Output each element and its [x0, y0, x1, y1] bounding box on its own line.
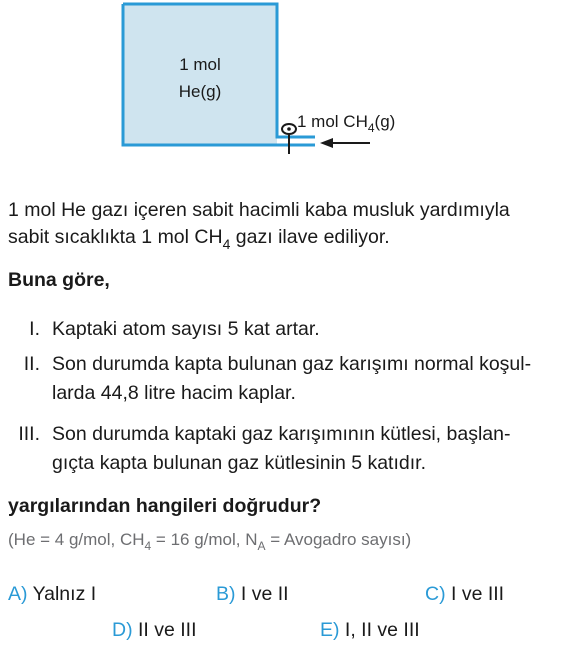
statement-number: I.	[29, 318, 40, 340]
container-fill	[123, 4, 277, 144]
statement-number: II.	[23, 353, 40, 375]
statement-text: Son durumda kapta bulunan gaz karışımı normal koşul-	[52, 353, 532, 375]
question-prompt: yargılarından hangileri doğrudur?	[8, 495, 322, 517]
statement-3	[0, 421, 580, 473]
question-line-1: 1 mol He gazı içeren sabit hacimli kaba musluk yardımıyla	[8, 199, 510, 221]
valve-icon[interactable]	[282, 124, 296, 154]
statement-text: Kaptaki atom sayısı 5 kat artar.	[52, 318, 320, 340]
container-label-gas: He(g)	[178, 82, 222, 101]
question-lead: Buna göre,	[8, 269, 110, 291]
inflow-arrow-icon	[320, 138, 370, 148]
inlet-gas-label: 1 mol $CH_4(g)$	[297, 112, 396, 135]
option-b[interactable]: B) I ve II	[216, 583, 289, 605]
option-c[interactable]: C) I ve III	[425, 583, 505, 605]
statement-2	[0, 351, 580, 403]
question-line-2: sabit sıcaklıkta 1 mol $CH_4$ gazı ilave ediliyor.	[8, 226, 390, 252]
given-values: (He = 4 g/mol, $CH_4 = 16$ g/mol, $N_A$ = Avogadro sayısı)	[8, 530, 412, 553]
option-a[interactable]: A) Yalnız I	[8, 583, 97, 605]
statement-text: larda 44,8 litre hacim kaplar.	[52, 382, 296, 404]
option-d[interactable]: D) II ve III	[112, 619, 197, 641]
statement-text: Son durumda kaptaki gaz karışımının kütlesi, başlan-	[52, 423, 511, 445]
option-e[interactable]: E) I, II ve III	[320, 619, 420, 641]
container-label-amount: 1 mol	[179, 55, 221, 74]
statement-text: gıçta kapta bulunan gaz kütlesinin 5 katıdır.	[52, 452, 426, 474]
gas-container-diagram	[0, 0, 580, 160]
statement-1	[0, 316, 580, 342]
statement-number: III.	[18, 423, 40, 445]
